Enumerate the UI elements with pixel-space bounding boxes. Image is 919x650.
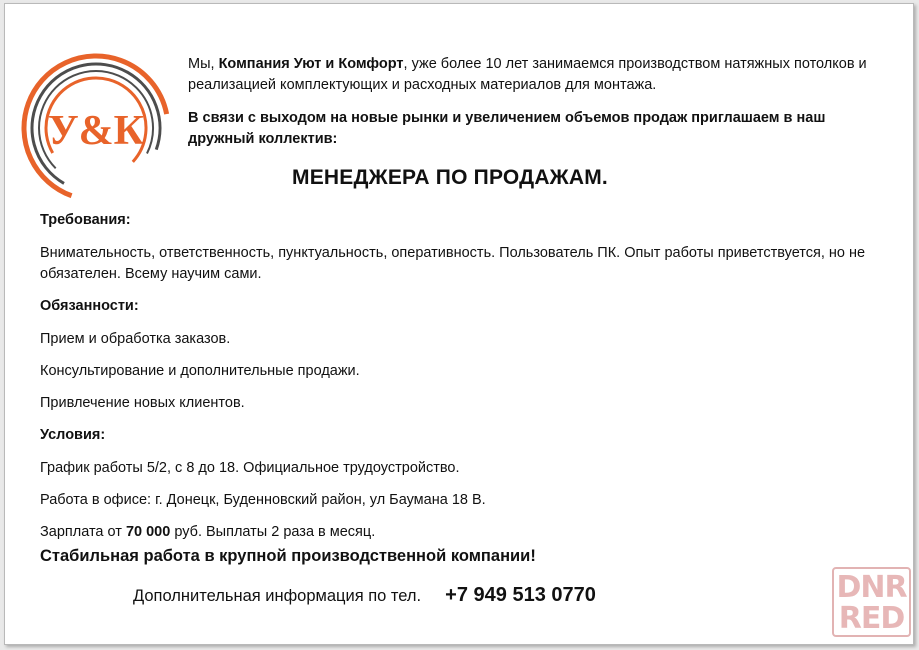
phone-number[interactable]: +7 949 513 0770 bbox=[445, 584, 596, 606]
conditions-heading: Условия: bbox=[40, 427, 106, 443]
requirements-text: Внимательность, ответственность, пунктуальность, оперативность. Пользователь ПК. Опыт работы приветствуется, но не обязателен. Всему научим сами. bbox=[40, 245, 866, 282]
intro bbox=[188, 54, 888, 162]
duties-heading: Обязанности: bbox=[40, 298, 139, 314]
contact-line bbox=[133, 584, 596, 607]
duty-item: Привлечение новых клиентов. bbox=[40, 395, 245, 411]
duty-item: Консультирование и дополнительные продажи. bbox=[40, 363, 360, 379]
intro-invitation: В связи с выходом на новые рынки и увеличением объемов продаж приглашаем в наш дружный коллектив: bbox=[188, 110, 826, 147]
intro-paragraph: Мы, Компания Уют и Комфорт, уже более 10 лет занимаемся производством натяжных потолков и реализацией комплектующих и расходных материалов для монтажа. bbox=[188, 56, 867, 93]
contact-label: Дополнительная информация по тел. bbox=[133, 587, 422, 605]
logo-text: У&К bbox=[47, 108, 145, 154]
requirements-heading: Требования: bbox=[40, 212, 131, 228]
company-name: Компания Уют и Комфорт bbox=[218, 56, 404, 72]
watermark: DNR RED bbox=[832, 567, 911, 637]
schedule-text: График работы 5/2, с 8 до 18. Официальное трудоустройство. bbox=[40, 460, 460, 476]
office-text: Работа в офисе: г. Донецк, Буденновский район, ул Баумана 18 В. bbox=[40, 492, 486, 508]
duty-item: Прием и обработка заказов. bbox=[40, 331, 231, 347]
ad-sheet bbox=[4, 3, 914, 645]
vacancy-details bbox=[40, 210, 900, 554]
salary-text: Зарплата от 70 000 руб. Выплаты 2 раза в месяц. bbox=[40, 524, 376, 540]
salary-amount: 70 000 bbox=[125, 524, 171, 540]
slogan: Стабильная работа в крупной производственной компании! bbox=[40, 547, 536, 565]
vacancy-title: МЕНЕДЖЕРА ПО ПРОДАЖАМ. bbox=[292, 166, 608, 189]
